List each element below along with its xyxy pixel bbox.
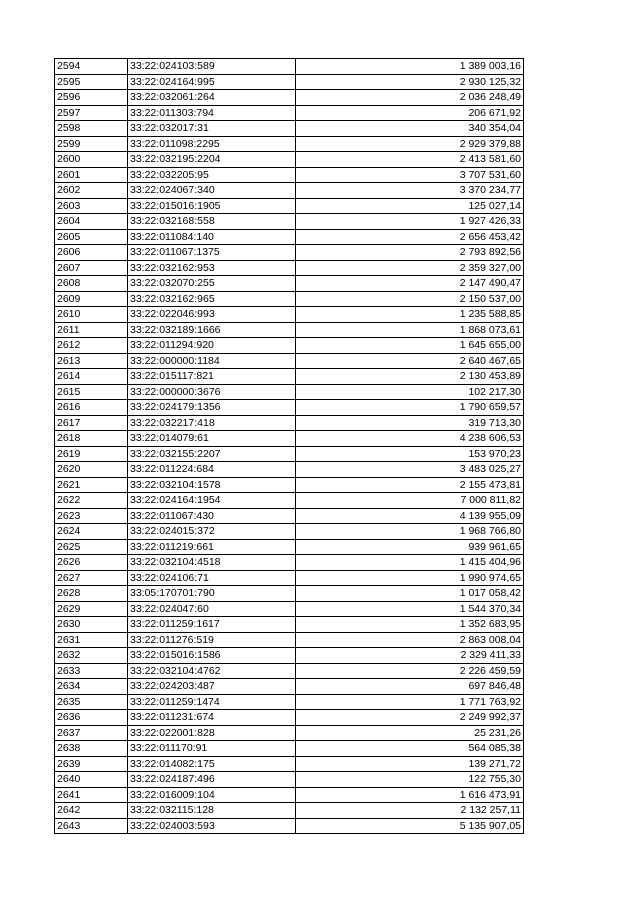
cadastral-number-cell: 33:22:032168:558	[128, 214, 296, 230]
cadastral-number-cell: 33:22:011303:794	[128, 105, 296, 121]
table-row	[55, 229, 524, 245]
row-number-cell: 2632	[55, 648, 128, 664]
table-row	[55, 493, 524, 509]
row-number-cell: 2638	[55, 741, 128, 757]
table-row	[55, 446, 524, 462]
row-number-cell: 2608	[55, 276, 128, 292]
cadastral-number-cell: 33:22:024187:496	[128, 772, 296, 788]
row-number-cell: 2612	[55, 338, 128, 354]
cadastral-value-cell: 1 868 073,61	[296, 322, 524, 338]
cadastral-number-cell: 33:22:011259:1617	[128, 617, 296, 633]
cadastral-number-cell: 33:22:032155:2207	[128, 446, 296, 462]
cadastral-number-cell: 33:22:000000:1184	[128, 353, 296, 369]
table-row	[55, 818, 524, 834]
cadastral-value-cell: 2 226 459,59	[296, 663, 524, 679]
row-number-cell: 2611	[55, 322, 128, 338]
cadastral-value-cell: 206 671,92	[296, 105, 524, 121]
cadastral-value-cell: 1 017 058,42	[296, 586, 524, 602]
cadastral-value-cell: 1 235 588,85	[296, 307, 524, 323]
cadastral-value-cell: 1 990 974,65	[296, 570, 524, 586]
table-row	[55, 183, 524, 199]
cadastral-value-cell: 2 147 490,47	[296, 276, 524, 292]
cadastral-number-cell: 33:22:032104:4762	[128, 663, 296, 679]
cadastral-number-cell: 33:22:024067:340	[128, 183, 296, 199]
row-number-cell: 2628	[55, 586, 128, 602]
table-row	[55, 741, 524, 757]
table-row	[55, 539, 524, 555]
cadastral-number-cell: 33:22:011067:1375	[128, 245, 296, 261]
cadastral-value-cell: 4 139 955,09	[296, 508, 524, 524]
row-number-cell: 2609	[55, 291, 128, 307]
cadastral-number-cell: 33:22:011231:674	[128, 710, 296, 726]
table-row	[55, 555, 524, 571]
cadastral-number-cell: 33:22:032070:255	[128, 276, 296, 292]
cadastral-number-cell: 33:22:011276:519	[128, 632, 296, 648]
table-row	[55, 756, 524, 772]
row-number-cell: 2616	[55, 400, 128, 416]
cadastral-value-cell: 1 771 763,92	[296, 694, 524, 710]
row-number-cell: 2624	[55, 524, 128, 540]
row-number-cell: 2600	[55, 152, 128, 168]
table-row	[55, 772, 524, 788]
cadastral-value-cell: 1 544 370,34	[296, 601, 524, 617]
row-number-cell: 2625	[55, 539, 128, 555]
table-row	[55, 462, 524, 478]
table-row	[55, 105, 524, 121]
cadastral-number-cell: 33:22:022046:993	[128, 307, 296, 323]
cadastral-number-cell: 33:22:024164:995	[128, 74, 296, 90]
cadastral-number-cell: 33:22:032217:418	[128, 415, 296, 431]
cadastral-number-cell: 33:22:011224:684	[128, 462, 296, 478]
row-number-cell: 2623	[55, 508, 128, 524]
cadastral-number-cell: 33:22:024106:71	[128, 570, 296, 586]
row-number-cell: 2641	[55, 787, 128, 803]
row-number-cell: 2629	[55, 601, 128, 617]
table-row	[55, 167, 524, 183]
row-number-cell: 2617	[55, 415, 128, 431]
table-row	[55, 586, 524, 602]
row-number-cell: 2596	[55, 90, 128, 106]
row-number-cell: 2601	[55, 167, 128, 183]
cadastral-number-cell: 33:22:000000:3676	[128, 384, 296, 400]
cadastral-number-cell: 33:22:032162:965	[128, 291, 296, 307]
cadastral-value-table	[54, 58, 524, 834]
row-number-cell: 2602	[55, 183, 128, 199]
cadastral-number-cell: 33:22:024203:487	[128, 679, 296, 695]
cadastral-value-cell: 139 271,72	[296, 756, 524, 772]
cadastral-number-cell: 33:22:032061:264	[128, 90, 296, 106]
cadastral-value-cell: 122 755,30	[296, 772, 524, 788]
cadastral-value-cell: 7 000 811,82	[296, 493, 524, 509]
row-number-cell: 2620	[55, 462, 128, 478]
cadastral-value-cell: 102 217,30	[296, 384, 524, 400]
cadastral-value-cell: 1 927 426,33	[296, 214, 524, 230]
cadastral-value-cell: 1 645 655,00	[296, 338, 524, 354]
cadastral-value-cell: 2 130 453,89	[296, 369, 524, 385]
cadastral-value-cell: 1 968 766,80	[296, 524, 524, 540]
cadastral-value-cell: 2 359 327,00	[296, 260, 524, 276]
table-row	[55, 198, 524, 214]
cadastral-number-cell: 33:22:024047:60	[128, 601, 296, 617]
cadastral-number-cell: 33:22:032104:4518	[128, 555, 296, 571]
cadastral-number-cell: 33:22:011259:1474	[128, 694, 296, 710]
table-row	[55, 353, 524, 369]
cadastral-value-cell: 1 415 404,96	[296, 555, 524, 571]
row-number-cell: 2640	[55, 772, 128, 788]
cadastral-value-cell: 564 085,38	[296, 741, 524, 757]
cadastral-value-cell: 2 249 992,37	[296, 710, 524, 726]
table-row	[55, 508, 524, 524]
table-row	[55, 787, 524, 803]
cadastral-number-cell: 33:22:024179:1356	[128, 400, 296, 416]
cadastral-value-cell: 319 713,30	[296, 415, 524, 431]
row-number-cell: 2598	[55, 121, 128, 137]
cadastral-number-cell: 33:22:032195:2204	[128, 152, 296, 168]
row-number-cell: 2634	[55, 679, 128, 695]
table-row	[55, 694, 524, 710]
row-number-cell: 2604	[55, 214, 128, 230]
row-number-cell: 2597	[55, 105, 128, 121]
row-number-cell: 2613	[55, 353, 128, 369]
cadastral-value-cell: 5 135 907,05	[296, 818, 524, 834]
table-row	[55, 570, 524, 586]
row-number-cell: 2633	[55, 663, 128, 679]
cadastral-value-cell: 3 707 531,60	[296, 167, 524, 183]
cadastral-number-cell: 33:22:032017:31	[128, 121, 296, 137]
cadastral-value-cell: 2 329 411,33	[296, 648, 524, 664]
cadastral-number-cell: 33:22:024164:1954	[128, 493, 296, 509]
table-row	[55, 710, 524, 726]
cadastral-number-cell: 33:22:032115:128	[128, 803, 296, 819]
cadastral-number-cell: 33:22:011098:2295	[128, 136, 296, 152]
table-row	[55, 369, 524, 385]
table-row	[55, 74, 524, 90]
cadastral-value-cell: 2 413 581,60	[296, 152, 524, 168]
table-row	[55, 322, 524, 338]
cadastral-number-cell: 33:22:015117:821	[128, 369, 296, 385]
table-row	[55, 260, 524, 276]
table-row	[55, 415, 524, 431]
cadastral-value-cell: 2 150 537,00	[296, 291, 524, 307]
table-row	[55, 648, 524, 664]
row-number-cell: 2643	[55, 818, 128, 834]
cadastral-value-cell: 697 846,48	[296, 679, 524, 695]
row-number-cell: 2607	[55, 260, 128, 276]
table-row	[55, 90, 524, 106]
table-row	[55, 400, 524, 416]
row-number-cell: 2631	[55, 632, 128, 648]
table-row	[55, 338, 524, 354]
cadastral-number-cell: 33:05:170701:790	[128, 586, 296, 602]
table-row	[55, 136, 524, 152]
table-row	[55, 431, 524, 447]
cadastral-value-cell: 3 370 234,77	[296, 183, 524, 199]
cadastral-number-cell: 33:22:024015:372	[128, 524, 296, 540]
row-number-cell: 2622	[55, 493, 128, 509]
cadastral-value-cell: 2 155 473,81	[296, 477, 524, 493]
cadastral-number-cell: 33:22:024103:589	[128, 59, 296, 75]
cadastral-value-cell: 1 352 683,95	[296, 617, 524, 633]
cadastral-value-cell: 2 929 379,88	[296, 136, 524, 152]
cadastral-value-cell: 2 640 467,65	[296, 353, 524, 369]
table-row	[55, 59, 524, 75]
cadastral-number-cell: 33:22:032162:953	[128, 260, 296, 276]
row-number-cell: 2614	[55, 369, 128, 385]
row-number-cell: 2615	[55, 384, 128, 400]
cadastral-value-cell: 2 132 257,11	[296, 803, 524, 819]
table-row	[55, 663, 524, 679]
cadastral-value-cell: 4 238 606,53	[296, 431, 524, 447]
cadastral-value-cell: 939 961,65	[296, 539, 524, 555]
cadastral-value-cell: 340 354,04	[296, 121, 524, 137]
row-number-cell: 2635	[55, 694, 128, 710]
row-number-cell: 2637	[55, 725, 128, 741]
table-row	[55, 307, 524, 323]
table-row	[55, 632, 524, 648]
cadastral-value-cell: 2 656 453,42	[296, 229, 524, 245]
cadastral-value-cell: 125 027,14	[296, 198, 524, 214]
cadastral-number-cell: 33:22:011294:920	[128, 338, 296, 354]
cadastral-number-cell: 33:22:011067:430	[128, 508, 296, 524]
table-row	[55, 679, 524, 695]
row-number-cell: 2606	[55, 245, 128, 261]
row-number-cell: 2603	[55, 198, 128, 214]
cadastral-number-cell: 33:22:032104:1578	[128, 477, 296, 493]
cadastral-value-cell: 3 483 025,27	[296, 462, 524, 478]
cadastral-number-cell: 33:22:011170:91	[128, 741, 296, 757]
cadastral-value-cell: 2 793 892,56	[296, 245, 524, 261]
cadastral-value-cell: 1 616 473,91	[296, 787, 524, 803]
table-row	[55, 601, 524, 617]
cadastral-value-cell: 2 863 008,04	[296, 632, 524, 648]
row-number-cell: 2610	[55, 307, 128, 323]
cadastral-value-cell: 1 790 659,57	[296, 400, 524, 416]
table-row	[55, 245, 524, 261]
row-number-cell: 2630	[55, 617, 128, 633]
row-number-cell: 2618	[55, 431, 128, 447]
cadastral-number-cell: 33:22:032205:95	[128, 167, 296, 183]
row-number-cell: 2639	[55, 756, 128, 772]
row-number-cell: 2636	[55, 710, 128, 726]
cadastral-number-cell: 33:22:016009:104	[128, 787, 296, 803]
row-number-cell: 2594	[55, 59, 128, 75]
cadastral-value-cell: 25 231,26	[296, 725, 524, 741]
row-number-cell: 2595	[55, 74, 128, 90]
row-number-cell: 2626	[55, 555, 128, 571]
cadastral-value-cell: 2 930 125,32	[296, 74, 524, 90]
row-number-cell: 2621	[55, 477, 128, 493]
row-number-cell: 2605	[55, 229, 128, 245]
cadastral-number-cell: 33:22:014079:61	[128, 431, 296, 447]
table-row	[55, 725, 524, 741]
table-row	[55, 617, 524, 633]
cadastral-value-cell: 153 970,23	[296, 446, 524, 462]
cadastral-number-cell: 33:22:015016:1586	[128, 648, 296, 664]
table-row	[55, 152, 524, 168]
cadastral-number-cell: 33:22:032189:1666	[128, 322, 296, 338]
cadastral-number-cell: 33:22:011084:140	[128, 229, 296, 245]
table-row	[55, 803, 524, 819]
cadastral-number-cell: 33:22:014082:175	[128, 756, 296, 772]
table-row	[55, 121, 524, 137]
cadastral-value-cell: 1 389 003,16	[296, 59, 524, 75]
table-row	[55, 384, 524, 400]
table-body	[55, 59, 524, 834]
table-row	[55, 477, 524, 493]
table-row	[55, 276, 524, 292]
row-number-cell: 2642	[55, 803, 128, 819]
table-row	[55, 291, 524, 307]
table-row	[55, 214, 524, 230]
cadastral-number-cell: 33:22:024003:593	[128, 818, 296, 834]
row-number-cell: 2627	[55, 570, 128, 586]
row-number-cell: 2599	[55, 136, 128, 152]
cadastral-number-cell: 33:22:015016:1905	[128, 198, 296, 214]
row-number-cell: 2619	[55, 446, 128, 462]
cadastral-number-cell: 33:22:022001:828	[128, 725, 296, 741]
table-row	[55, 524, 524, 540]
cadastral-value-cell: 2 036 248,49	[296, 90, 524, 106]
cadastral-number-cell: 33:22:011219:661	[128, 539, 296, 555]
